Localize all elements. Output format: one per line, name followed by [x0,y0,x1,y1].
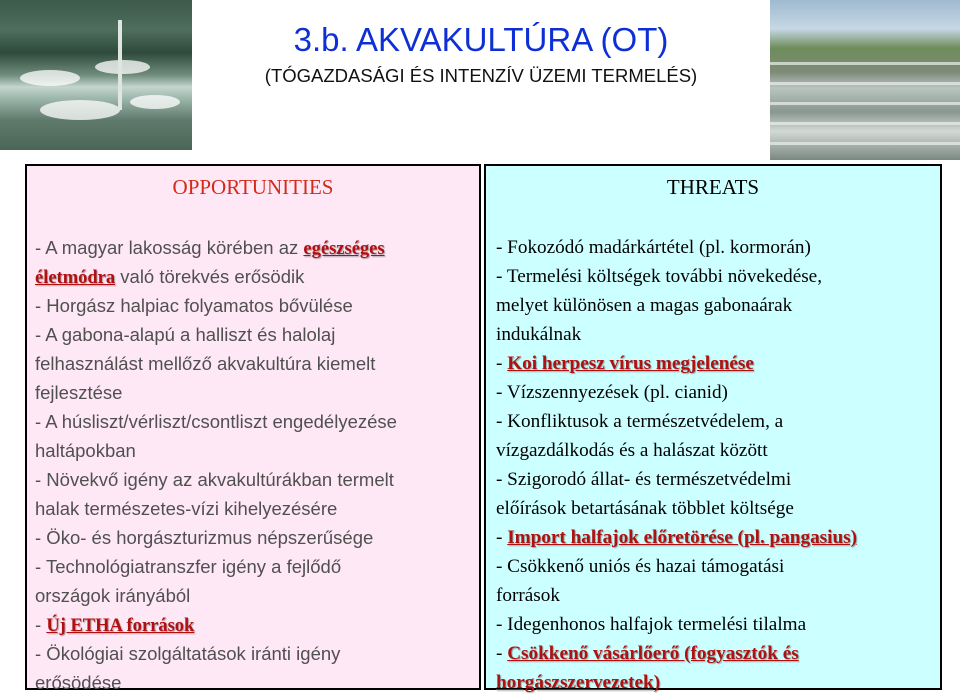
opportunity-line: - Növekvő igény az akvakultúrákban termelt [35,469,394,490]
threat-line: vízgazdálkodás és a halászat között [496,440,768,461]
threats-box [484,164,942,693]
opportunity-line: országok irányából [35,585,191,606]
threat-line: - Csökkenő uniós és hazai támogatási [496,556,785,577]
title-subtitle: (TÓGAZDASÁGI ÉS INTENZÍV ÜZEMI TERMELÉS) [264,65,698,86]
opportunity-line: felhasználást mellőző akvakultúra kiemelt [35,353,376,374]
opportunity-line: életmódra való törekvés erősödik [35,266,305,288]
opportunity-line: - A húsliszt/vérliszt/csontliszt engedélyezése [35,411,397,432]
threat-line: - Vízszennyezések (pl. cianid) [496,382,728,403]
opportunities-list [35,233,473,697]
threat-line: - Konfliktusok a természetvédelem, a [496,411,784,432]
threat-line: - Idegenhonos halfajok termelési tilalma [496,614,807,635]
threat-line: indukálnak [496,324,582,345]
opportunity-line: erősödése [35,672,122,693]
threat-line: - Csökkenő vásárlőerő (fogyasztók és [496,643,799,664]
fish-raceway-tanks-photo [770,0,960,160]
opportunity-line: - A gabona-alapú a halliszt és halolaj [35,324,336,345]
fish-pond-aeration-photo [0,0,192,150]
title-main: 3.b. AKVAKULTÚRA (OT) [293,21,669,58]
threat-line: - Fokozódó madárkártétel (pl. kormorán) [496,237,811,258]
opportunity-line: - Ökológiai szolgáltatások iránti igény [35,643,341,664]
threats-heading: THREATS [666,175,760,199]
threat-line: források [496,585,560,606]
opportunity-line: haltápokban [35,440,136,461]
opportunity-line: halak természetes-vízi kihelyezésére [35,498,338,519]
threat-line: előírások betartásának többlet költsége [496,498,794,519]
opportunity-line: - Technológiatranszfer igény a fejlődő [35,556,342,577]
opportunity-line: - A magyar lakosság körében az egészséges [35,237,385,259]
threat-line: melyet különösen a magas gabonaárak [496,295,793,316]
slide-title [192,20,770,88]
threat-line: - Termelési költségek további növekedése, [496,266,822,287]
opportunity-line: - Új ETHA források [35,614,195,636]
opportunities-heading: OPPORTUNITIES [172,175,334,199]
threats-list [496,233,934,697]
opportunity-line: - Öko- és horgászturizmus népszerűsége [35,527,374,548]
threat-line: horgászszervezetek) [496,672,661,693]
threat-line: - Import halfajok előretörése (pl. pangasius) [496,527,857,548]
threat-line: - Szigorodó állat- és természetvédelmi [496,469,792,490]
opportunity-line: fejlesztése [35,382,123,403]
threat-line: - Koi herpesz vírus megjelenése [496,353,754,374]
opportunities-box [25,164,481,693]
opportunity-line: - Horgász halpiac folyamatos bővülése [35,295,353,316]
